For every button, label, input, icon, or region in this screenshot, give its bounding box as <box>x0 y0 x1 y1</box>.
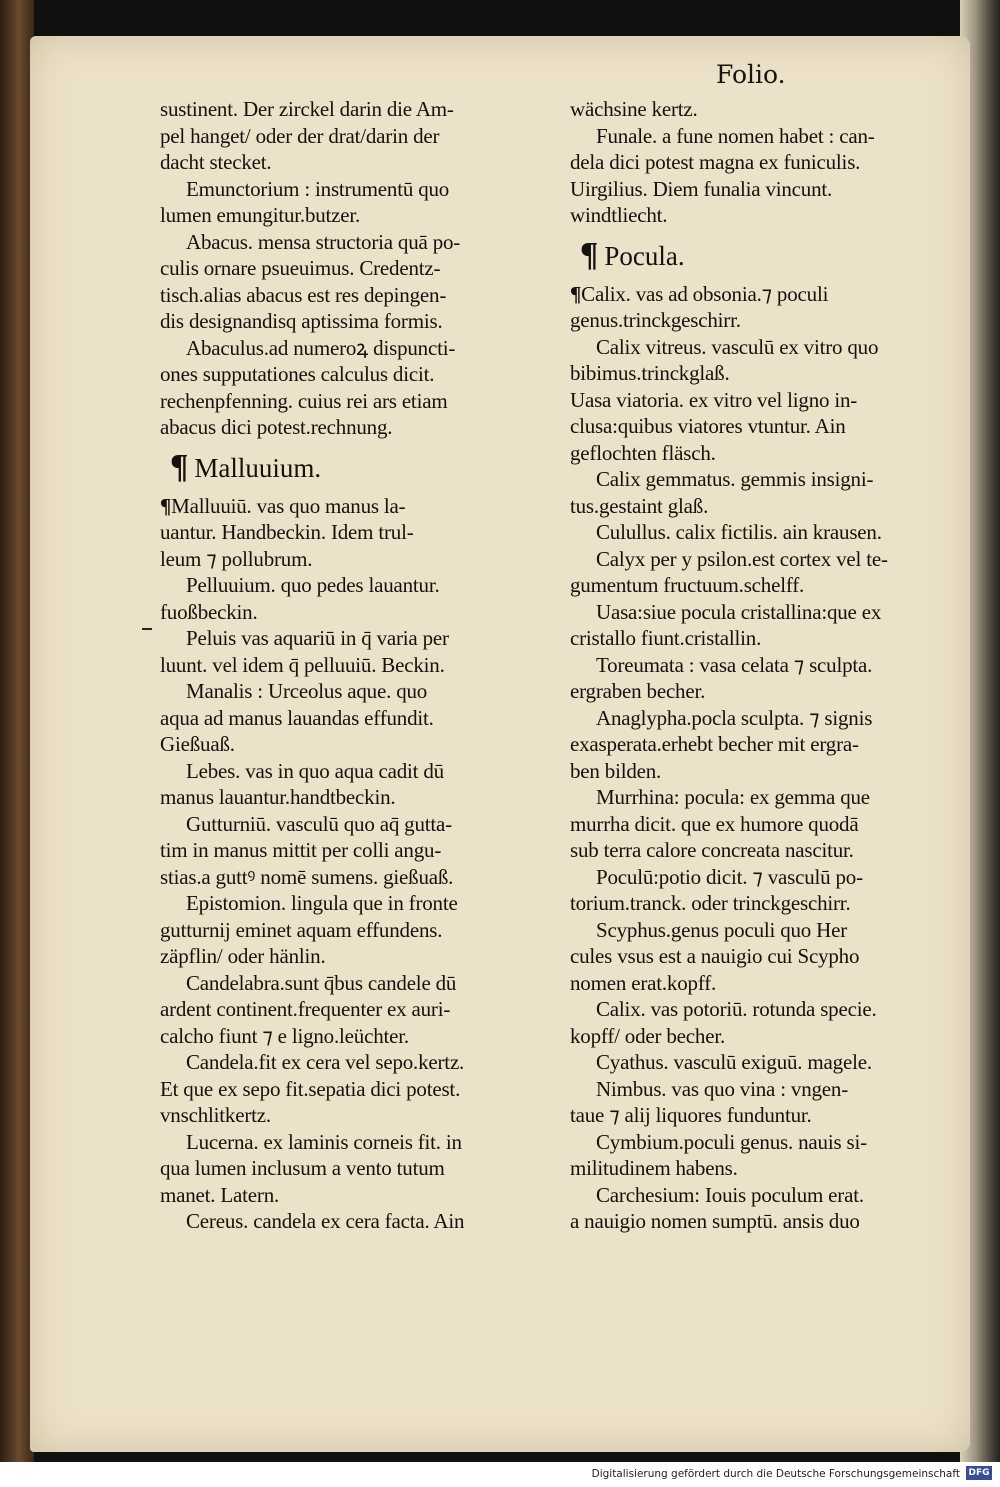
text-line-content: Culullus. calix fictilis. ain krausen. <box>596 520 882 544</box>
text-line <box>160 572 550 599</box>
text-line-content: ones supputationes calculus dicit. <box>160 362 435 386</box>
text-line <box>160 1182 550 1209</box>
text-line <box>160 123 550 150</box>
dfg-logo: DFG <box>966 1466 992 1480</box>
text-line <box>570 890 955 917</box>
text-line-content: Toreumata : vasa celata ⁊ sculpta. <box>596 652 873 677</box>
text-line <box>570 572 955 599</box>
text-line-content: Calyx per y psilon.est cortex vel te‑ <box>596 546 888 571</box>
pilcrow-icon: ¶ <box>570 281 582 306</box>
text-line-content: Nimbus. vas quo vina : vngen‑ <box>596 1076 849 1101</box>
text-line-content: Uasa:siue pocula cristallina:que ex <box>596 599 882 624</box>
text-line <box>160 546 550 573</box>
text-line-content: dis designandisq aptissima formis. <box>160 309 443 333</box>
text-line <box>160 599 550 626</box>
text-line <box>160 493 550 520</box>
text-line <box>160 255 550 282</box>
text-line-content: vnschlitkertz. <box>160 1103 271 1127</box>
text-line-content: a nauigio nomen sumptū. ansis duo <box>570 1209 860 1233</box>
text-line-content: torium.tranck. oder trinckgeschirr. <box>570 891 851 915</box>
text-line-content: dela dici potest magna ex funiculis. <box>570 150 861 174</box>
text-line-content: tisch.alias abacus est res depingen‑ <box>160 282 447 307</box>
text-line <box>570 440 955 467</box>
text-line <box>570 758 955 785</box>
text-line-content: lumen emungitur.butzer. <box>160 203 361 227</box>
text-line-content: Malluuiū. vas quo manus la‑ <box>171 493 406 518</box>
text-line <box>570 917 955 944</box>
left-column <box>160 96 550 1235</box>
text-line-content: qua lumen inclusum a vento tutum <box>160 1156 445 1180</box>
margin-mark <box>142 628 152 630</box>
text-line <box>570 546 955 573</box>
text-line <box>570 625 955 652</box>
pilcrow-icon: ¶ <box>160 493 172 518</box>
text-line <box>160 1076 550 1103</box>
text-line <box>160 811 550 838</box>
text-line-content: Abaculus.ad numeroꝝ dispuncti‑ <box>186 335 456 360</box>
text-line-content: gumentum fructuum.schelff. <box>570 573 805 597</box>
text-line <box>570 996 955 1023</box>
section-heading-text: Pocula. <box>604 240 685 271</box>
text-line <box>570 1182 955 1209</box>
text-line-content: exasperata.erhebt becher mit ergra‑ <box>570 732 859 756</box>
text-line <box>570 652 955 679</box>
text-line-content: clusa:quibus viatores vtuntur. Ain <box>570 414 846 438</box>
text-line-content: ardent continent.frequenter ex auri‑ <box>160 997 451 1021</box>
text-line-content: Murrhina: pocula: ex gemma que <box>596 785 870 809</box>
text-line <box>160 784 550 811</box>
right-column <box>570 96 955 1235</box>
text-line-content: Calix gemmatus. gemmis insigni‑ <box>596 467 874 491</box>
folio-label: Folio. <box>716 60 786 89</box>
text-line <box>160 705 550 732</box>
text-line-content: Funale. a fune nomen habet : can‑ <box>596 123 875 148</box>
book-binding <box>0 0 34 1462</box>
text-line-content: Emunctorium : instrumentū quo <box>186 176 450 201</box>
text-line-content: Poculū:potio dicit. ⁊ vasculū po‑ <box>596 864 863 889</box>
text-line <box>570 1155 955 1182</box>
text-line-content: Uirgilius. Diem funalia vincunt. <box>570 176 833 201</box>
text-line-content: Scyphus.genus poculi quo Her <box>596 917 848 942</box>
text-line-content: rechenpfenning. cuius rei ars etiam <box>160 388 448 413</box>
text-line <box>570 202 955 229</box>
text-line <box>160 1129 550 1156</box>
section-heading <box>160 441 550 493</box>
text-line <box>160 282 550 309</box>
text-line-content: stias.a guttꝰ nomē sumens. gießuaß. <box>160 864 454 889</box>
text-line-content: Anaglypha.pocla sculpta. ⁊ signis <box>596 705 873 730</box>
section-heading <box>570 229 955 281</box>
text-line-content: wächsine kertz. <box>570 97 698 121</box>
text-line <box>570 149 955 176</box>
text-line <box>160 890 550 917</box>
text-line <box>160 943 550 970</box>
text-line <box>570 678 955 705</box>
text-line-content: fuoßbeckin. <box>160 599 258 624</box>
text-line <box>160 625 550 652</box>
text-line-content: Et que ex sepo fit.sepatia dici potest. <box>160 1076 461 1101</box>
text-line <box>570 96 955 123</box>
text-line-content: gutturnij eminet aquam effundens. <box>160 917 443 942</box>
text-line <box>570 1049 955 1076</box>
text-line <box>570 466 955 493</box>
text-line <box>160 917 550 944</box>
text-line <box>570 1102 955 1129</box>
text-line <box>160 1208 550 1235</box>
text-line-content: abacus dici potest.rechnung. <box>160 415 393 439</box>
text-line <box>160 652 550 679</box>
text-line <box>570 864 955 891</box>
text-line <box>160 202 550 229</box>
text-line-content: nomen erat.kopff. <box>570 970 717 995</box>
text-line-content: Carchesium: Iouis poculum erat. <box>596 1182 864 1207</box>
text-line <box>570 519 955 546</box>
text-line <box>160 388 550 415</box>
text-line-content: cristallo fiunt.cristallin. <box>570 626 762 650</box>
text-line-content: Cymbium.poculi genus. nauis si‑ <box>596 1129 867 1154</box>
text-line <box>160 731 550 758</box>
text-line-content: Cyathus. vasculū exiguū. magele. <box>596 1050 872 1074</box>
text-line-content: zäpflin/ oder hänlin. <box>160 944 326 968</box>
text-line <box>160 149 550 176</box>
text-line <box>570 970 955 997</box>
text-line-content: windtliecht. <box>570 203 668 227</box>
text-line <box>570 731 955 758</box>
text-line <box>570 413 955 440</box>
text-line-content: Manalis : Urceolus aque. quo <box>186 679 428 703</box>
text-line-content: militudinem habens. <box>570 1156 738 1180</box>
text-line-content: Abacus. mensa structoria quā po‑ <box>186 229 461 254</box>
text-line-content: leum ⁊ pollubrum. <box>160 546 313 571</box>
text-line-content: Uasa viatoria. ex vitro vel ligno in‑ <box>570 387 858 412</box>
text-line <box>570 1129 955 1156</box>
text-line <box>160 996 550 1023</box>
text-line-content: Lucerna. ex laminis corneis fit. in <box>186 1129 462 1154</box>
text-line-content: culis ornare psueuimus. Credentz‑ <box>160 256 441 280</box>
text-line <box>570 123 955 150</box>
text-line <box>160 414 550 441</box>
text-line-content: cules vsus est a nauigio cui Scypho <box>570 944 860 968</box>
text-line <box>160 1049 550 1076</box>
text-line-content: Calix. vas ad obsonia.⁊ poculi <box>581 281 829 306</box>
text-line <box>160 970 550 997</box>
text-line <box>570 811 955 838</box>
text-line <box>160 335 550 362</box>
text-line <box>570 281 955 308</box>
text-line <box>160 308 550 335</box>
text-line <box>570 1023 955 1050</box>
text-line <box>160 837 550 864</box>
text-line-content: Pelluuium. quo pedes lauantur. <box>186 573 440 597</box>
text-line-content: pel hanget/ oder der drat/darin der <box>160 123 440 148</box>
text-line <box>570 176 955 203</box>
text-line-content: Cereus. candela ex cera facta. Ain <box>186 1209 465 1233</box>
text-line-content: Calix. vas potoriū. rotunda specie. <box>596 997 877 1021</box>
text-line <box>570 307 955 334</box>
text-line-content: murrha dicit. que ex humore quodā <box>570 811 859 836</box>
text-line-content: taue ⁊ alij liquores funduntur. <box>570 1103 812 1127</box>
pilcrow-icon: ¶ <box>580 235 599 273</box>
text-line <box>570 599 955 626</box>
text-line <box>160 1102 550 1129</box>
text-line-content: Candela.fit ex cera vel sepo.kertz. <box>186 1050 465 1074</box>
text-line <box>160 678 550 705</box>
text-line-content: uantur. Handbeckin. Idem trul‑ <box>160 520 414 544</box>
text-line-content: Peluis vas aquariū in q̄ varia per <box>186 626 449 650</box>
footer-credit: Digitalisierung gefördert durch die Deutsche Forschungsgemeinschaft <box>591 1468 960 1480</box>
text-line <box>160 864 550 891</box>
text-line-content: genus.trinckgeschirr. <box>570 308 741 332</box>
text-line-content: aqua ad manus lauandas effundit. <box>160 705 434 730</box>
text-line <box>160 361 550 388</box>
text-line <box>570 784 955 811</box>
pilcrow-icon: ¶ <box>170 447 189 485</box>
text-line-content: dacht stecket. <box>160 150 272 174</box>
text-line <box>160 758 550 785</box>
text-line <box>570 360 955 387</box>
text-line <box>570 387 955 414</box>
text-line-content: Epistomion. lingula que in fronte <box>186 891 458 915</box>
text-line-content: Gutturniū. vasculū quo aq̄ gutta‑ <box>186 811 452 836</box>
text-line-content: ergraben becher. <box>570 679 706 703</box>
text-line <box>160 1155 550 1182</box>
text-line <box>160 1023 550 1050</box>
text-line-content: luunt. vel idem q̄ pelluuiū. Beckin. <box>160 652 445 677</box>
text-line-content: Gießuaß. <box>160 732 235 756</box>
text-line-content: geflochten fläsch. <box>570 440 716 465</box>
text-line-content: kopff/ oder becher. <box>570 1023 726 1048</box>
text-line <box>160 96 550 123</box>
text-line-content: manus lauantur.handtbeckin. <box>160 785 396 809</box>
text-line <box>570 1208 955 1235</box>
text-line-content: sub terra calore concreata nascitur. <box>570 838 854 862</box>
text-line <box>570 837 955 864</box>
text-line-content: calcho fiunt ⁊ e ligno.leüchter. <box>160 1023 409 1048</box>
text-line-content: Candelabra.sunt q̄bus candele dū <box>186 970 457 995</box>
text-line <box>570 705 955 732</box>
text-line <box>570 334 955 361</box>
text-line <box>570 1076 955 1103</box>
text-line <box>160 176 550 203</box>
text-line <box>160 519 550 546</box>
text-line <box>570 943 955 970</box>
section-heading-text: Malluuium. <box>194 452 322 483</box>
text-line <box>570 493 955 520</box>
text-line-content: tus.gestaint glaß. <box>570 493 709 518</box>
text-line-content: Calix vitreus. vasculū ex vitro quo <box>596 334 879 359</box>
text-line-content: ben bilden. <box>570 758 662 783</box>
text-line <box>160 229 550 256</box>
text-line-content: tim in manus mittit per colli angu‑ <box>160 838 442 862</box>
text-line-content: sustinent. Der zirckel darin die Am‑ <box>160 97 454 121</box>
text-line-content: bibimus.trinckglaß. <box>570 361 730 385</box>
text-line-content: manet. Latern. <box>160 1182 280 1207</box>
text-line-content: Lebes. vas in quo aqua cadit dū <box>186 758 444 783</box>
